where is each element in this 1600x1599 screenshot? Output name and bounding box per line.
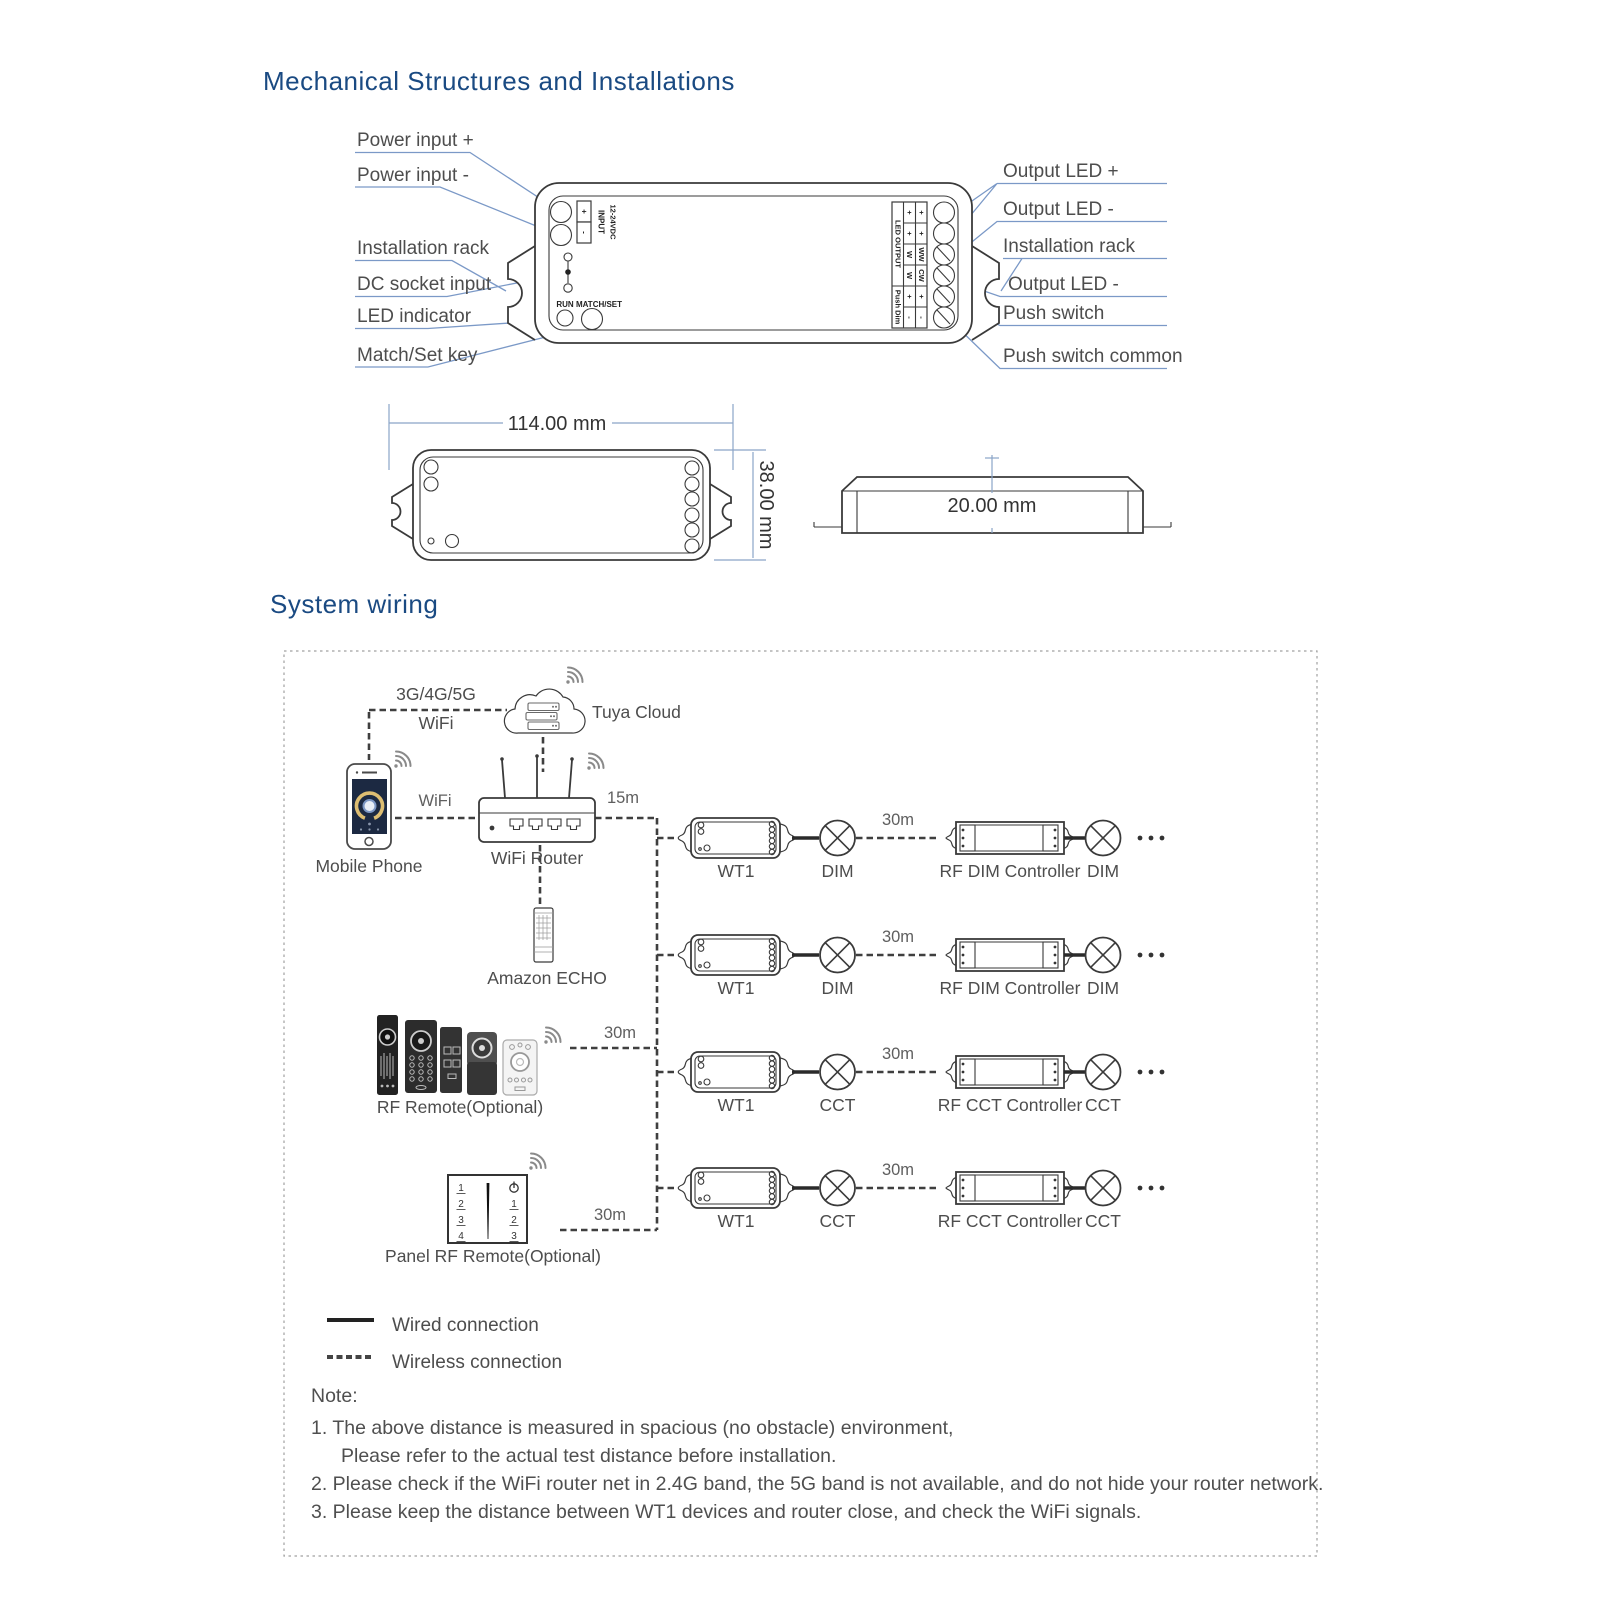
row3-distance: 30m <box>881 1045 915 1063</box>
terminal-mark: W <box>905 250 914 259</box>
label-dc-socket-input: DC socket input <box>357 274 492 295</box>
label-power-input-plus: Power input + <box>357 130 474 151</box>
terminal-mark: CW <box>917 269 926 282</box>
label-tuya-cloud: Tuya Cloud <box>592 702 681 722</box>
legend-wireless-label: Wireless connection <box>392 1352 563 1373</box>
terminal-mark: + <box>905 294 914 299</box>
panel-zone-number: 2 <box>458 1199 464 1210</box>
note-line-2: 2. Please check if the WiFi router net in 2.4G band, the 5G band is not available, and do not hide your router network. <box>311 1473 1324 1495</box>
installation-rack-tab-right <box>710 484 731 539</box>
row1-controller: RF DIM Controller <box>939 861 1081 881</box>
input-voltage-label: 12-24VDC <box>608 204 618 240</box>
controller-device-drawing <box>508 183 999 343</box>
panel-rf-remote-icon <box>448 1175 527 1243</box>
label-output-led-minus-1: Output LED - <box>1003 199 1114 220</box>
dimension-side-view <box>814 455 1171 533</box>
server-stack-icon <box>526 703 559 730</box>
panel-zone-number: 1 <box>511 1199 517 1210</box>
terminal-mark: + <box>917 210 926 215</box>
row4-lamp2: CCT <box>1085 1211 1121 1231</box>
row2-lamp2: DIM <box>1086 978 1120 998</box>
notes <box>311 1385 1323 1523</box>
row2-distance: 30m <box>881 928 915 946</box>
label-installation-rack-right: Installation rack <box>1003 236 1136 257</box>
notes-heading: Note: <box>311 1385 358 1407</box>
row1-lamp2: DIM <box>1086 861 1120 881</box>
label-match-set-key: Match/Set key <box>357 345 478 366</box>
terminal-mark: + <box>917 231 926 236</box>
terminal-mark: + <box>905 231 914 236</box>
row3-device: WT1 <box>717 1095 755 1115</box>
label-network: 3G/4G/5G <box>396 684 476 704</box>
row3-lamp: CCT <box>819 1095 856 1115</box>
panel-zone-number: 4 <box>458 1231 464 1242</box>
row1-distance: 30m <box>881 811 915 829</box>
run-label: RUN <box>556 300 574 309</box>
legend <box>327 1315 562 1373</box>
section-title-wiring: System wiring <box>270 589 439 619</box>
row3-controller: RF CCT Controller <box>937 1095 1083 1115</box>
dimension-height: 38.00 mm <box>755 460 777 550</box>
label-led-indicator: LED indicator <box>357 306 472 327</box>
legend-wired-label: Wired connection <box>392 1315 539 1336</box>
label-power-input-minus: Power input - <box>357 165 469 186</box>
dimension-depth: 20.00 mm <box>947 495 1037 517</box>
label-30m-panel: 30m <box>593 1206 627 1224</box>
row1-device: WT1 <box>717 861 755 881</box>
panel-zone-number: 3 <box>458 1215 464 1226</box>
terminal-mark: - <box>917 316 926 319</box>
wifi-router-icon <box>479 754 595 842</box>
row1-lamp: DIM <box>821 861 854 881</box>
mobile-phone-icon <box>347 764 391 849</box>
input-minus-mark: - <box>579 231 589 234</box>
label-rf-remote: RF Remote(Optional) <box>376 1097 544 1117</box>
label-30m-rf-remote: 30m <box>603 1024 637 1042</box>
label-amazon-echo: Amazon ECHO <box>487 968 607 988</box>
label-installation-rack-left: Installation rack <box>357 238 490 259</box>
note-line-3: 3. Please keep the distance between WT1 devices and router close, and check the WiFi signals. <box>311 1501 1142 1523</box>
led-output-header: LED OUTPUT <box>893 220 903 268</box>
home-button <box>365 838 373 846</box>
match-set-label: MATCH/SET <box>575 300 623 309</box>
wifi-signal-icon <box>544 1028 560 1044</box>
row2-device: WT1 <box>717 978 755 998</box>
row2-lamp: DIM <box>821 978 854 998</box>
input-plus-mark: + <box>579 209 589 214</box>
input-label: INPUT <box>596 210 606 234</box>
panel-zone-number: 2 <box>511 1215 517 1226</box>
installation-rack-tab-right <box>972 246 999 340</box>
panel-zone-number: 1 <box>458 1183 464 1194</box>
terminal-mark: WW <box>917 247 926 262</box>
terminal-mark: + <box>917 294 926 299</box>
rf-remote-icons <box>377 1015 537 1095</box>
label-output-led-minus-2: Output LED - <box>1008 274 1119 295</box>
wifi-signal-icon <box>566 668 582 684</box>
terminal-mark: + <box>905 210 914 215</box>
terminal-mark: - <box>905 316 914 319</box>
label-push-switch-common: Push switch common <box>1003 346 1183 367</box>
panel-zone-number: 3 <box>511 1231 517 1242</box>
note-line-1: 1. The above distance is measured in spacious (no obstacle) environment, <box>311 1417 954 1439</box>
label-push-switch: Push switch <box>1003 303 1105 324</box>
label-network-wifi: WiFi <box>418 713 454 733</box>
tuya-cloud-icon <box>504 689 585 733</box>
label-mobile-phone: Mobile Phone <box>315 856 423 876</box>
note-line-1b: Please refer to the actual test distance before installation. <box>341 1445 837 1467</box>
row3-lamp2: CCT <box>1085 1095 1121 1115</box>
row4-device: WT1 <box>717 1211 755 1231</box>
wifi-signal-icon <box>394 752 410 768</box>
label-wifi-router: WiFi Router <box>490 848 584 868</box>
row4-controller: RF CCT Controller <box>937 1211 1083 1231</box>
installation-rack-tab-left <box>508 246 535 340</box>
row4-distance: 30m <box>881 1161 915 1179</box>
dimension-front-view <box>389 404 777 560</box>
label-15m: 15m <box>606 789 640 807</box>
wifi-signal-icon <box>529 1154 545 1170</box>
label-wifi: WiFi <box>418 792 452 810</box>
section-title-mechanical: Mechanical Structures and Installations <box>263 66 735 96</box>
amazon-echo-icon <box>534 908 553 962</box>
terminal-mark: W <box>905 271 914 280</box>
push-dim-header: Push Dim <box>893 289 903 325</box>
installation-rack-tab-left <box>392 484 413 539</box>
row4-lamp: CCT <box>819 1211 856 1231</box>
label-panel-rf-remote: Panel RF Remote(Optional) <box>385 1246 601 1266</box>
dimension-width: 114.00 mm <box>507 413 607 435</box>
row2-controller: RF DIM Controller <box>939 978 1081 998</box>
label-output-led-plus: Output LED + <box>1003 161 1119 182</box>
wifi-signal-icon <box>587 754 603 770</box>
